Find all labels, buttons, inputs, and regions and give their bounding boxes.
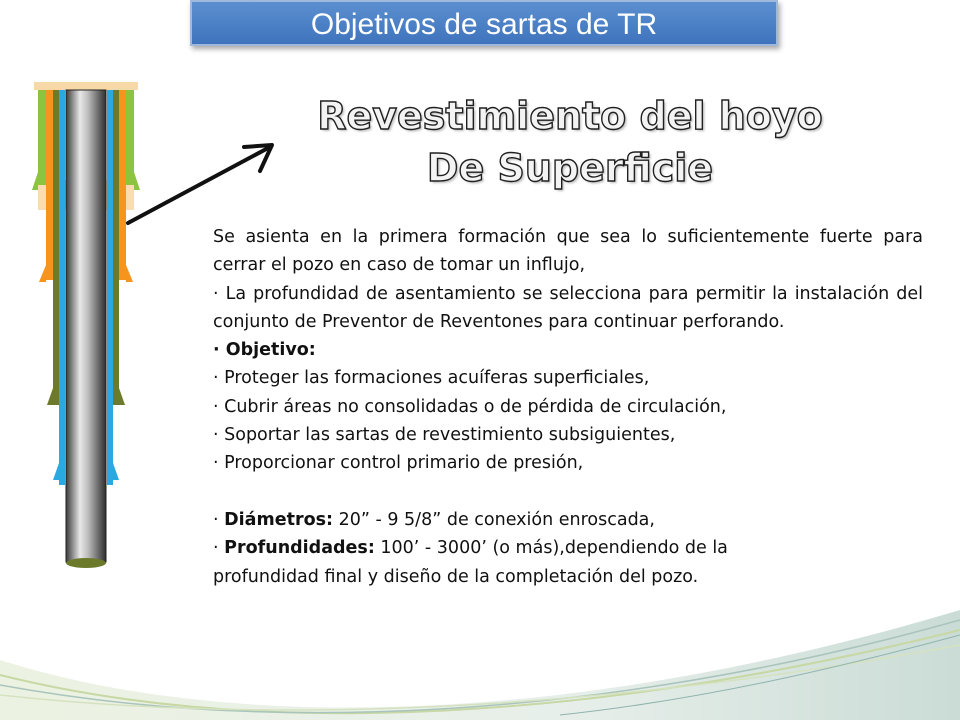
- production-shoe-left: [53, 463, 59, 480]
- objective-item: · Proporcionar control primario de presión,: [213, 453, 584, 474]
- surface-shoe-right: [126, 265, 133, 282]
- conductor-casing-left: [38, 90, 46, 185]
- diameters-label: Diámetros:: [224, 509, 334, 530]
- depth-paragraph: · La profundidad de asentamiento se selecciona para permitir la instalación del conjunto de Preventor de Reventones para continuar perforando.: [213, 283, 923, 332]
- diameters-value: 20” - 9 5/8” de conexión enroscada,: [333, 509, 655, 530]
- intermediate-casing-left: [53, 90, 59, 405]
- diameters-line: · Diámetros: 20” - 9 5/8” de conexión enroscada,: [213, 509, 655, 530]
- production-shoe-right: [113, 463, 119, 480]
- pointer-arrow-icon: [120, 135, 290, 235]
- objective-item: · Proteger las formaciones acuíferas superficiales,: [213, 368, 650, 389]
- intro-paragraph: Se asienta en la primera formación que sea lo suficientemente fuerte para cerrar el pozo en caso de tomar un influjo,: [213, 227, 923, 276]
- tubing-bottom: [66, 558, 106, 568]
- spacer: [213, 478, 923, 506]
- objective-label-text: · Objetivo:: [213, 340, 316, 361]
- description-text: [213, 223, 923, 591]
- production-casing-left: [59, 90, 65, 485]
- section-heading: [300, 90, 840, 194]
- depths-line: · Profundidades: 100’ - 3000’ (o más),dependiendo de la: [213, 538, 728, 559]
- tubing-string: [66, 90, 106, 562]
- wellhead-cap: [34, 82, 138, 90]
- intermediate-casing-right: [113, 90, 119, 405]
- production-casing-right: [107, 90, 113, 485]
- depths-continuation: profundidad final y diseño de la completación del pozo.: [213, 566, 699, 587]
- section-heading-line-2: De Superficie: [426, 146, 714, 190]
- slide-title: Objetivos de sartas de TR: [190, 0, 778, 46]
- objective-label: [213, 336, 923, 364]
- objective-item: · Cubrir áreas no consolidadas o de pérdida de circulación,: [213, 396, 727, 417]
- surface-casing-left: [46, 90, 53, 280]
- section-heading-line-1: Revestimiento del hoyo: [317, 94, 823, 138]
- conductor-shoe-left: [32, 172, 38, 190]
- intermediate-shoe-right: [119, 388, 125, 405]
- surface-shoe-left: [39, 265, 46, 282]
- intermediate-shoe-left: [47, 388, 53, 405]
- swoosh-decoration: [0, 590, 960, 720]
- objective-item: · Soportar las sartas de revestimiento subsiguientes,: [213, 425, 676, 446]
- depths-value: 100’ - 3000’ (o más),dependiendo de la: [374, 538, 728, 559]
- depths-label: Profundidades:: [224, 538, 375, 559]
